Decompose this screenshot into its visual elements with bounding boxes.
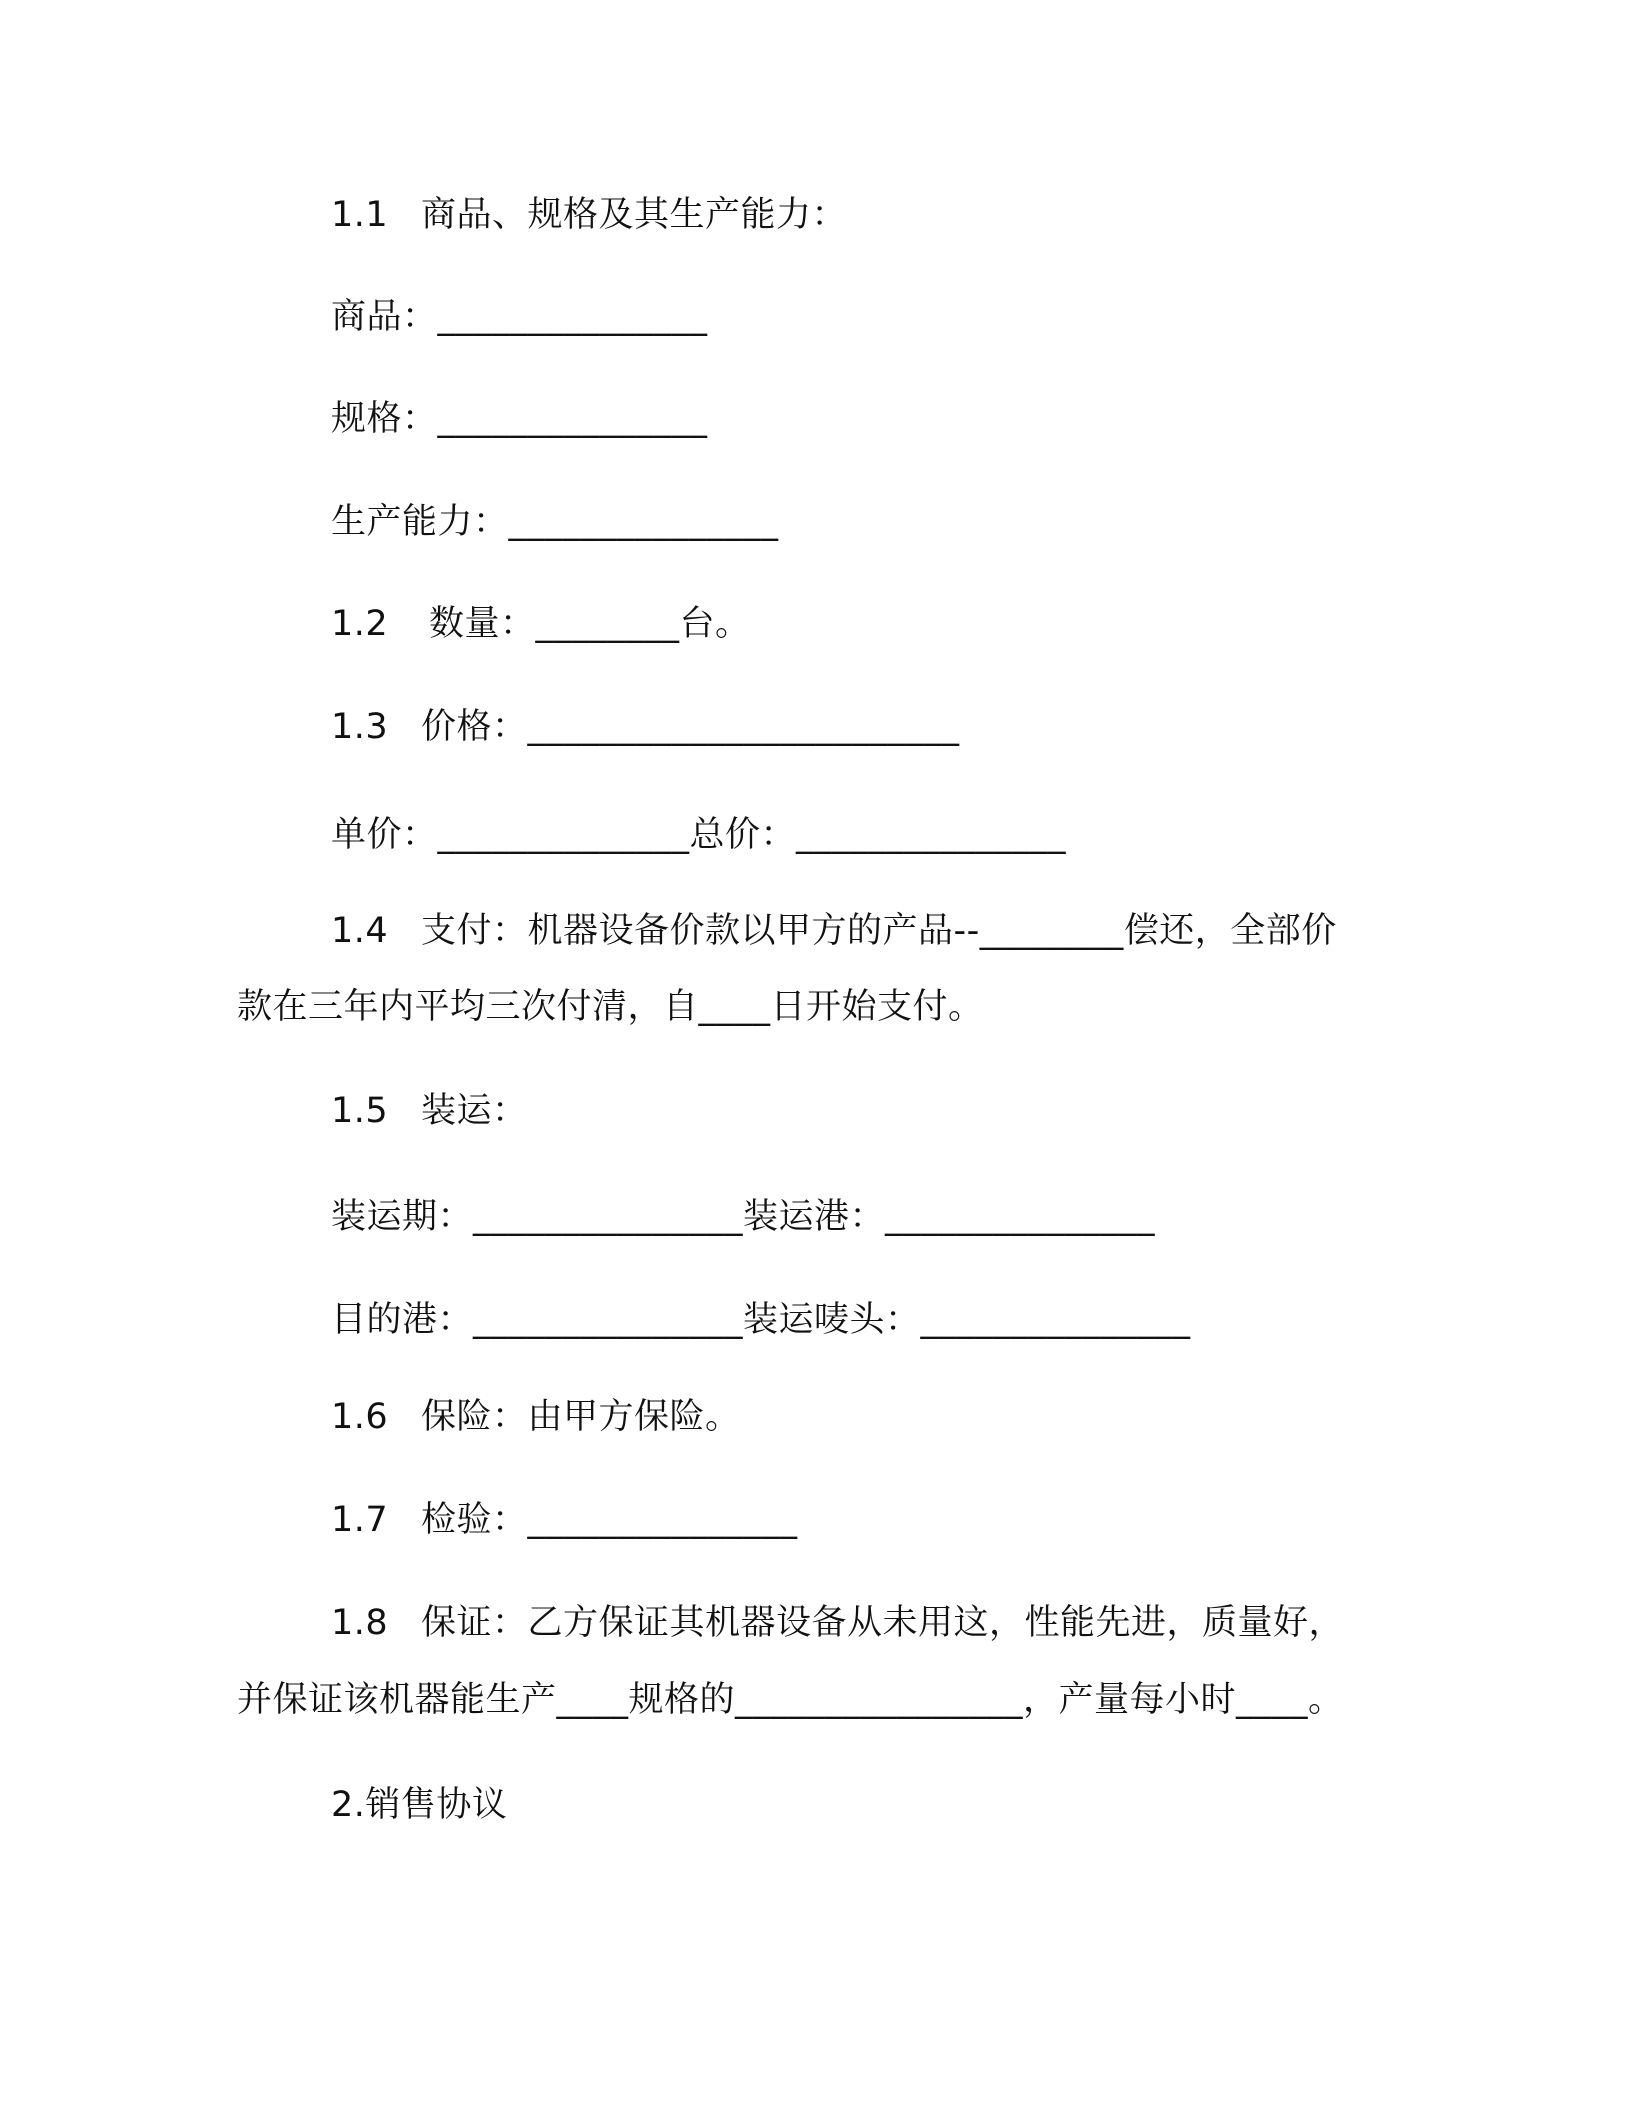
unit-total-price-field: 单价：______________总价：_______________ [331,815,1067,855]
shipment-period-port-field: 装运期：_______________装运港：_______________ [331,1197,1156,1237]
section-1-1-number: 1.1 [331,195,389,235]
section-2-heading: 2.销售协议 [331,1785,508,1825]
section-1-6-number: 1.6 [331,1397,389,1437]
section-1-7-number: 1.7 [331,1500,389,1540]
payment-clause: 支付：机器设备价款以甲方的产品--________偿还，全部价 [421,911,1337,951]
section-1-5-number: 1.5 [331,1091,389,1131]
section-1-1-heading: 商品、规格及其生产能力： [421,195,848,235]
capacity-field: 生产能力：_______________ [331,502,779,542]
guarantee-clause-continued: 并保证该机器能生产____规格的________________，产量每小时____。 [237,1680,1344,1720]
section-1-8-number: 1.8 [331,1603,389,1643]
insurance-clause: 保险：由甲方保险。 [421,1397,741,1437]
inspection-field: 检验：_______________ [421,1500,798,1540]
section-1-3-number: 1.3 [331,707,389,747]
shipment-heading: 装运： [421,1091,528,1131]
price-field: 价格：________________________ [421,707,960,747]
section-1-2-number: 1.2 [331,604,389,644]
quantity-field: 数量：________台。 [429,604,751,644]
payment-clause-continued: 款在三年内平均三次付清，自____日开始支付。 [237,987,984,1027]
spec-field: 规格：_______________ [331,399,708,439]
goods-field: 商品：_______________ [331,297,708,337]
destination-marks-field: 目的港：_______________装运唛头：_______________ [331,1300,1191,1340]
section-1-4-number: 1.4 [331,911,389,951]
guarantee-clause: 保证：乙方保证其机器设备从未用这，性能先进，质量好， [421,1603,1345,1643]
